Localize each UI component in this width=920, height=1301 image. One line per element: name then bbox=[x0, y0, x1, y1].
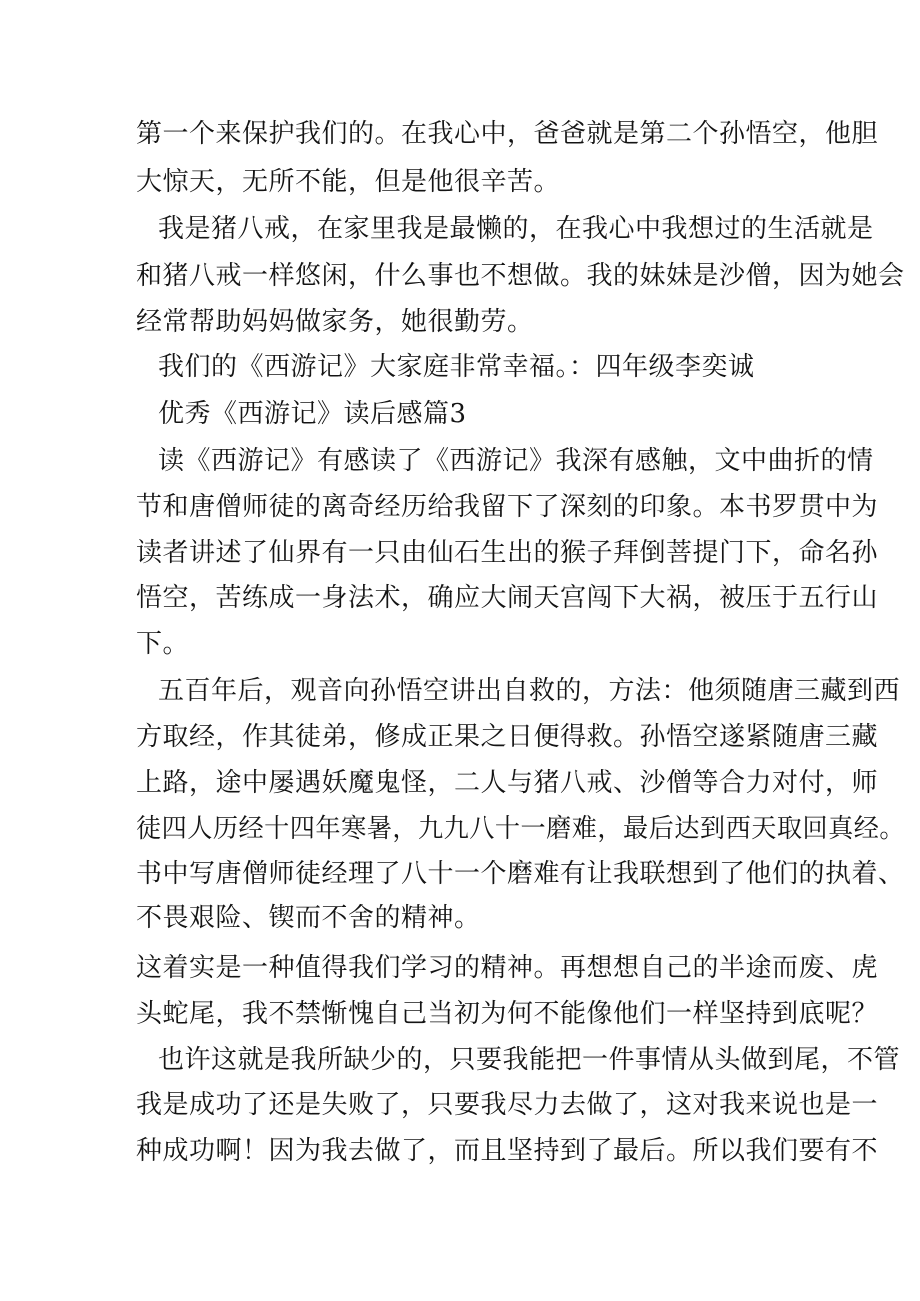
text-line: 书中写唐僧师徒经理了八十一个磨难有让我联想到了他们的执着、 bbox=[136, 859, 905, 889]
text-line: 我是猪八戒，在家里我是最懒的，在我心中我想过的生活就是 bbox=[158, 214, 874, 244]
text-line: 第一个来保护我们的。在我心中，爸爸就是第二个孙悟空，他胆 bbox=[136, 119, 879, 149]
text-line: 经常帮助妈妈做家务，她很勤劳。 bbox=[136, 307, 534, 337]
text-line: 种成功啊！因为我去做了，而且坚持到了最后。所以我们要有不 bbox=[136, 1136, 879, 1166]
text-line: 不畏艰险、锲而不舍的精神。 bbox=[136, 903, 481, 933]
text-line: 读《西游记》有感读了《西游记》我深有感触，文中曲折的情 bbox=[158, 446, 874, 476]
text-line: 我们的《西游记》大家庭非常幸福。：四年级李奕诚 bbox=[158, 352, 755, 382]
text-line: 徒四人历经十四年寒暑，九九八十一磨难，最后达到西天取回真经。 bbox=[136, 814, 906, 844]
text-line: 大惊天，无所不能，但是他很辛苦。 bbox=[136, 167, 561, 197]
text-line: 方取经，作其徒弟，修成正果之日便得救。孙悟空遂紧随唐三藏 bbox=[136, 722, 879, 752]
section-heading: 优秀《西游记》读后感篇3 bbox=[158, 399, 467, 429]
text-line: 节和唐僧师徒的离奇经历给我留下了深刻的印象。本书罗贯中为 bbox=[136, 492, 879, 522]
text-line: 这着实是一种值得我们学习的精神。再想想自己的半途而废、虎 bbox=[136, 953, 879, 983]
text-line: 和猪八戒一样悠闲，什么事也不想做。我的妹妹是沙僧，因为她会 bbox=[136, 261, 905, 291]
text-line: 下。 bbox=[136, 629, 190, 659]
text-line: 头蛇尾，我不禁惭愧自己当初为何不能像他们一样坚持到底呢？ bbox=[136, 999, 879, 1029]
text-line: 五百年后，观音向孙悟空讲出自救的，方法：他须随唐三藏到西 bbox=[158, 676, 901, 706]
text-line: 悟空，苦练成一身法术，确应大闹天宫闯下大祸，被压于五行山 bbox=[136, 583, 879, 613]
text-line: 读者讲述了仙界有一只由仙石生出的猴子拜倒菩提门下，命名孙 bbox=[136, 538, 879, 568]
text-line: 上路，途中屡遇妖魔鬼怪，二人与猪八戒、沙僧等合力对付，师 bbox=[136, 768, 879, 798]
text-line: 我是成功了还是失败了，只要我尽力去做了，这对我来说也是一 bbox=[136, 1090, 879, 1120]
text-line: 也许这就是我所缺少的，只要我能把一件事情从头做到尾，不管 bbox=[158, 1045, 901, 1075]
